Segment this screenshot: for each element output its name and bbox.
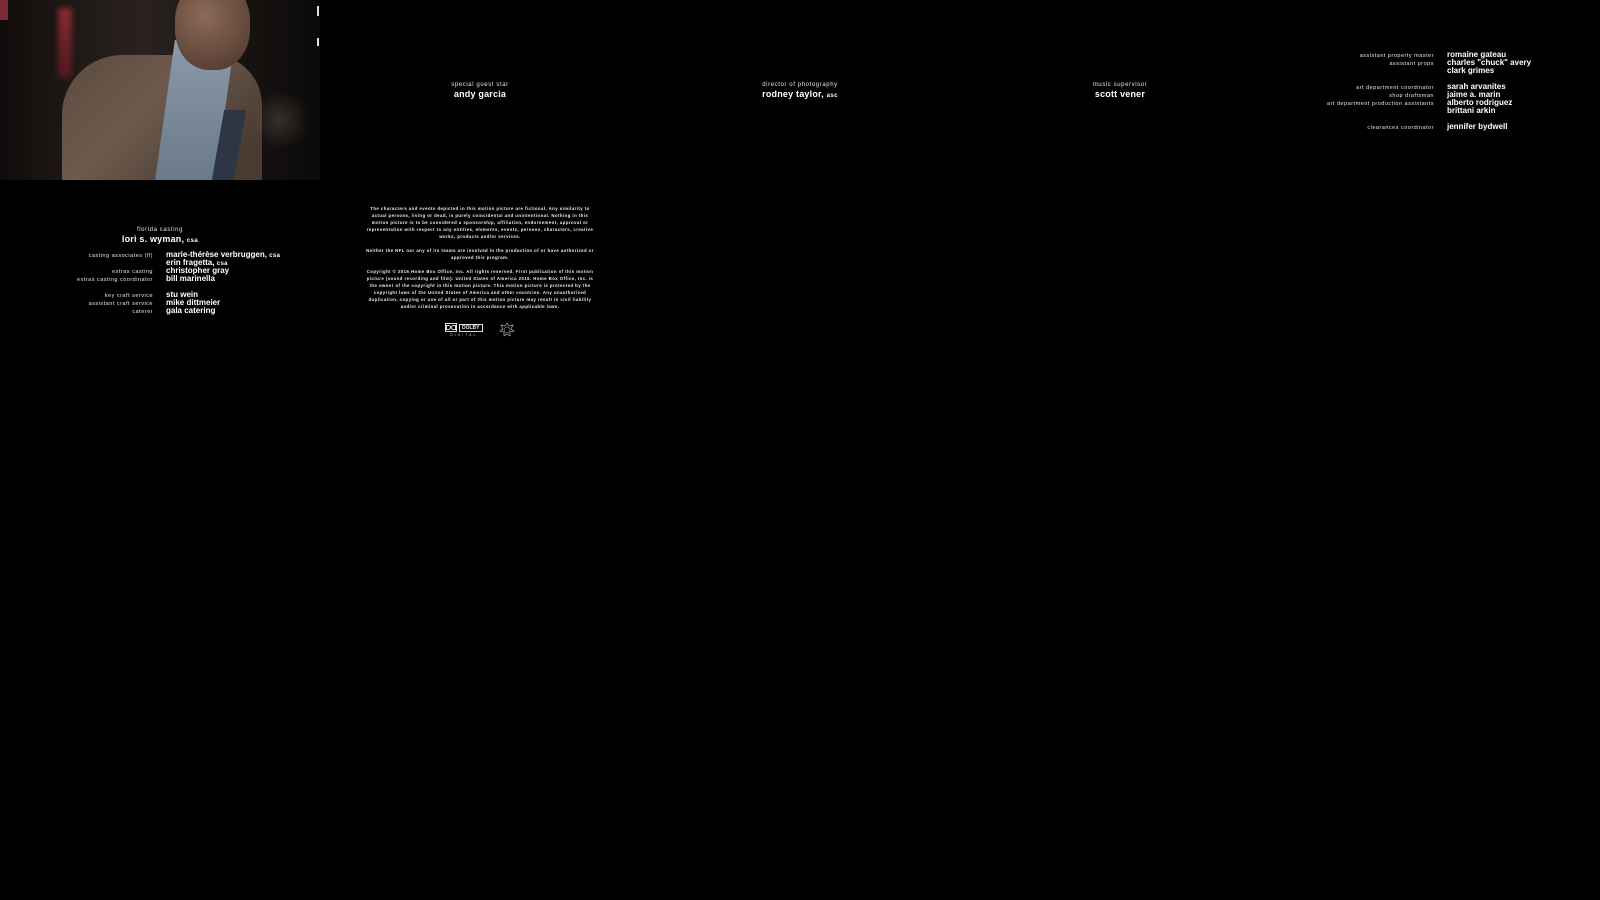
credit-name: lori s. wyman, csa (121, 234, 199, 244)
credit-name: scott vener (1094, 89, 1146, 99)
credit-row-role: art department coordinator (1356, 85, 1434, 91)
credit-special-guest-star (451, 81, 509, 100)
credit-row (1320, 122, 1531, 130)
casting-credits (53, 250, 280, 314)
legal-paragraph: Copyright © 2016 Home Box Office, Inc. All rights reserved. First publication of this motion picture (sound recording and film): United States of America 2016. Home Box Office, Inc. is the owner of the copyright in this motion picture. This motion picture is protected by the copyright laws of the United States of America and other countries. Any unauthorized duplication, copying or use of all or part of this motion picture may result in civil liability and/or criminal prosecution in accordance with applicable laws. (366, 269, 594, 309)
credit-row-name: jaime a. marin (1447, 90, 1501, 99)
legal-paragraph: Neither the NFL nor any of its teams are involved in the production of or have authorized or approved this program. (366, 248, 594, 260)
credit-row-role: caterer (132, 309, 153, 315)
credit-row-role: casting associates (fl) (88, 253, 153, 259)
credit-row (53, 250, 280, 258)
credit-row (1320, 50, 1531, 58)
credit-suffix: csa (186, 238, 199, 244)
legal-disclaimer (365, 205, 595, 317)
dolby-subtitle: DIGITAL (450, 333, 478, 337)
credit-suffix: csa (269, 253, 281, 259)
credit-row-role: clearances coordinator (1367, 125, 1434, 131)
credit-row (1320, 82, 1531, 90)
credit-name: rodney taylor, asc (762, 89, 838, 99)
credit-gap (1320, 74, 1531, 82)
credit-row-name: romaine gateau (1447, 50, 1507, 59)
credit-row (1320, 58, 1531, 66)
credit-florida-casting (122, 226, 198, 247)
legal-paragraph: The characters and events depicted in this motion picture are fictional. Any similarity to actual persons, living or dead, is purely coincidental and unintentional. Nothing in this motion picture is to be considered a sponsorship, affiliation, endorsement, approval or representation with respect to any entities, elements, events, persons, characters, creative works, products and/or services. (366, 206, 594, 239)
certification-logos (445, 322, 515, 338)
credit-row-name: gala catering (166, 306, 216, 315)
credit-row-role: assistant property master (1359, 53, 1434, 59)
art-department-credits (1320, 50, 1531, 130)
credit-row-name: charles "chuck" avery (1447, 58, 1532, 67)
credit-row-role: key craft service (104, 293, 153, 299)
credit-role: florida casting (136, 227, 184, 233)
credit-role: director of photography (762, 82, 838, 88)
union-seal-icon (499, 322, 515, 338)
credit-name: andy garcia (453, 89, 507, 99)
credit-suffix: asc (826, 93, 838, 99)
credit-row-name: bill marinella (166, 274, 215, 283)
credit-gap (53, 282, 280, 290)
credit-role: special guest star (451, 82, 509, 88)
credit-row-name: jennifer bydwell (1447, 122, 1508, 131)
credit-row (53, 298, 280, 306)
credit-row (1320, 106, 1531, 114)
credit-row (53, 266, 280, 274)
credit-row (53, 306, 280, 314)
credit-row-role: assistant craft service (88, 301, 153, 307)
credit-row-name: mike dittmeier (166, 298, 221, 307)
credit-director-of-photography (762, 81, 838, 102)
credit-row-role: art department production assistants (1327, 101, 1434, 107)
credit-row (53, 258, 280, 266)
credit-row-name: alberto rodriguez (1447, 98, 1513, 107)
credit-row-role: assistant props (1389, 61, 1434, 67)
credit-row-role: extras casting coordinator (77, 277, 153, 283)
credit-row-name: clark grimes (1447, 66, 1495, 75)
credit-row-name: christopher gray (166, 266, 230, 275)
credit-row-name: marie-thérèse verbruggen, csa (166, 250, 281, 259)
dolby-digital-logo (445, 323, 483, 337)
credit-row-name: stu wein (166, 290, 199, 299)
dolby-word: DOLBY (459, 324, 483, 332)
credit-row-name: sarah arvanites (1447, 82, 1506, 91)
credit-row (53, 290, 280, 298)
credit-row (1320, 90, 1531, 98)
credit-row (1320, 98, 1531, 106)
film-frame-still (0, 0, 320, 180)
credit-row-name: brittani arkin (1447, 106, 1496, 115)
credit-suffix: csa (216, 261, 228, 267)
credit-row (1320, 66, 1531, 74)
credit-gap (1320, 114, 1531, 122)
credit-row-role: extras casting (112, 269, 153, 275)
credit-row (53, 274, 280, 282)
credit-row-role: shop draftsman (1389, 93, 1434, 99)
credit-role: music supervisor (1092, 82, 1148, 88)
credit-row-name: erin fragetta, csa (166, 258, 228, 267)
credit-music-supervisor (1093, 81, 1148, 100)
dolby-double-d-icon (445, 323, 457, 332)
